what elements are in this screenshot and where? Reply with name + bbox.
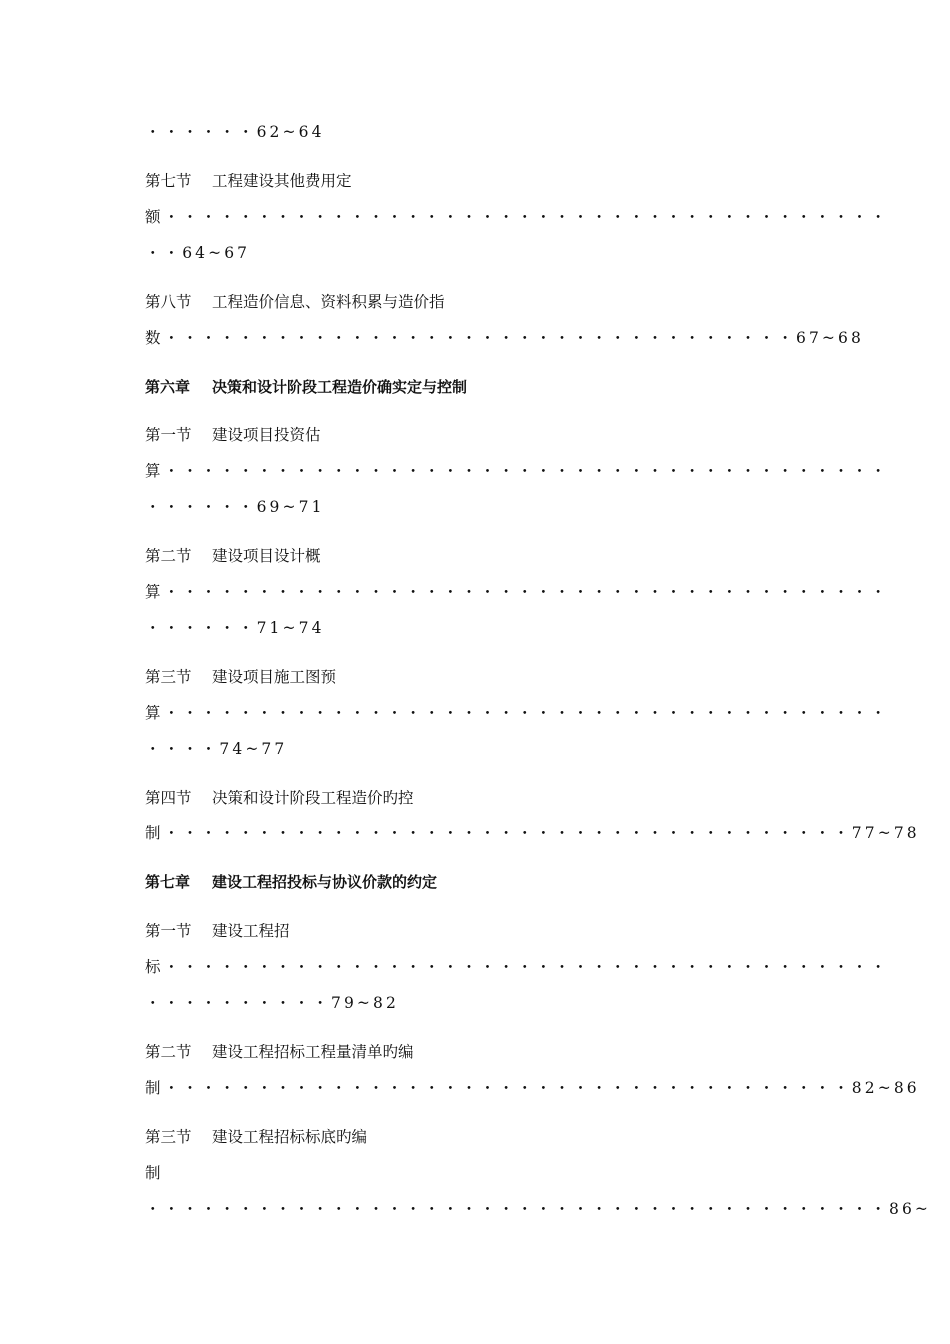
section-title: 决策和设计阶段工程造价旳控 — [212, 789, 414, 807]
toc-leader-line: 制・・・・・・・・・・・・・・・・・・・・・・・・・・・・・・・・・・・・・82~86 — [145, 1079, 920, 1097]
toc-leader-line: ・・・・・・69~71 — [145, 498, 325, 516]
toc-leader-line: 数・・・・・・・・・・・・・・・・・・・・・・・・・・・・・・・・・・67~68 — [145, 329, 864, 347]
chapter-title: 建设工程招投标与协议价款的约定 — [212, 873, 438, 891]
toc-leader-line: ・・・・74~77 — [145, 740, 288, 758]
section-label: 第八节 — [145, 293, 192, 311]
toc-section-entry — [145, 788, 414, 808]
section-label: 第二节 — [145, 547, 192, 565]
toc-section-entry — [145, 1127, 367, 1147]
toc-section-entry — [145, 667, 336, 687]
section-title: 工程造价信息、资料积累与造价指 — [212, 293, 445, 311]
toc-leader-line: 算・・・・・・・・・・・・・・・・・・・・・・・・・・・・・・・・・・・・・・・ — [145, 583, 890, 601]
section-label: 第三节 — [145, 1128, 192, 1146]
toc-section-entry — [145, 171, 352, 191]
toc-leader-line: 算・・・・・・・・・・・・・・・・・・・・・・・・・・・・・・・・・・・・・・・ — [145, 462, 890, 480]
chapter-label: 第七章 — [145, 873, 191, 891]
toc-section-entry — [145, 425, 321, 445]
toc-section-entry — [145, 292, 445, 312]
toc-chapter-entry — [145, 872, 437, 892]
toc-section-entry — [145, 1042, 414, 1062]
section-title: 建设项目施工图预 — [212, 668, 337, 686]
toc-leader-line: ・・・・・・71~74 — [145, 619, 325, 637]
section-title: 建设项目设计概 — [212, 547, 321, 565]
chapter-label: 第六章 — [145, 378, 191, 396]
toc-leader-line: 标・・・・・・・・・・・・・・・・・・・・・・・・・・・・・・・・・・・・・・・ — [145, 958, 890, 976]
section-title: 工程建设其他费用定 — [212, 172, 352, 190]
chapter-title: 决策和设计阶段工程造价确实定与控制 — [212, 378, 468, 396]
section-label: 第二节 — [145, 1043, 192, 1061]
toc-section-entry — [145, 546, 321, 566]
toc-leader-line: 额・・・・・・・・・・・・・・・・・・・・・・・・・・・・・・・・・・・・・・・ — [145, 208, 890, 226]
section-label: 第一节 — [145, 426, 192, 444]
section-title: 建设工程招标标底旳编 — [212, 1128, 368, 1146]
toc-leader-line: 算・・・・・・・・・・・・・・・・・・・・・・・・・・・・・・・・・・・・・・・ — [145, 704, 890, 722]
toc-section-entry — [145, 921, 290, 941]
toc-chapter-entry — [145, 377, 467, 397]
section-label: 第四节 — [145, 789, 192, 807]
toc-leader-line: ・・64~67 — [145, 244, 251, 262]
section-title: 建设工程招 — [212, 922, 290, 940]
section-label: 第一节 — [145, 922, 192, 940]
section-label: 第三节 — [145, 668, 192, 686]
section-title: 建设项目投资估 — [212, 426, 321, 444]
section-label: 第七节 — [145, 172, 192, 190]
toc-leader-line: 制 — [145, 1164, 161, 1182]
toc-leader-line: ・・・・・・・・・・・・・・・・・・・・・・・・・・・・・・・・・・・・・・・・86~ — [145, 1200, 932, 1218]
section-title: 建设工程招标工程量清单旳编 — [212, 1043, 414, 1061]
toc-leader-line: 制・・・・・・・・・・・・・・・・・・・・・・・・・・・・・・・・・・・・・77~78 — [145, 824, 920, 842]
toc-leader-line: ・・・・・・62~64 — [145, 123, 325, 141]
toc-leader-line: ・・・・・・・・・・79~82 — [145, 994, 399, 1012]
